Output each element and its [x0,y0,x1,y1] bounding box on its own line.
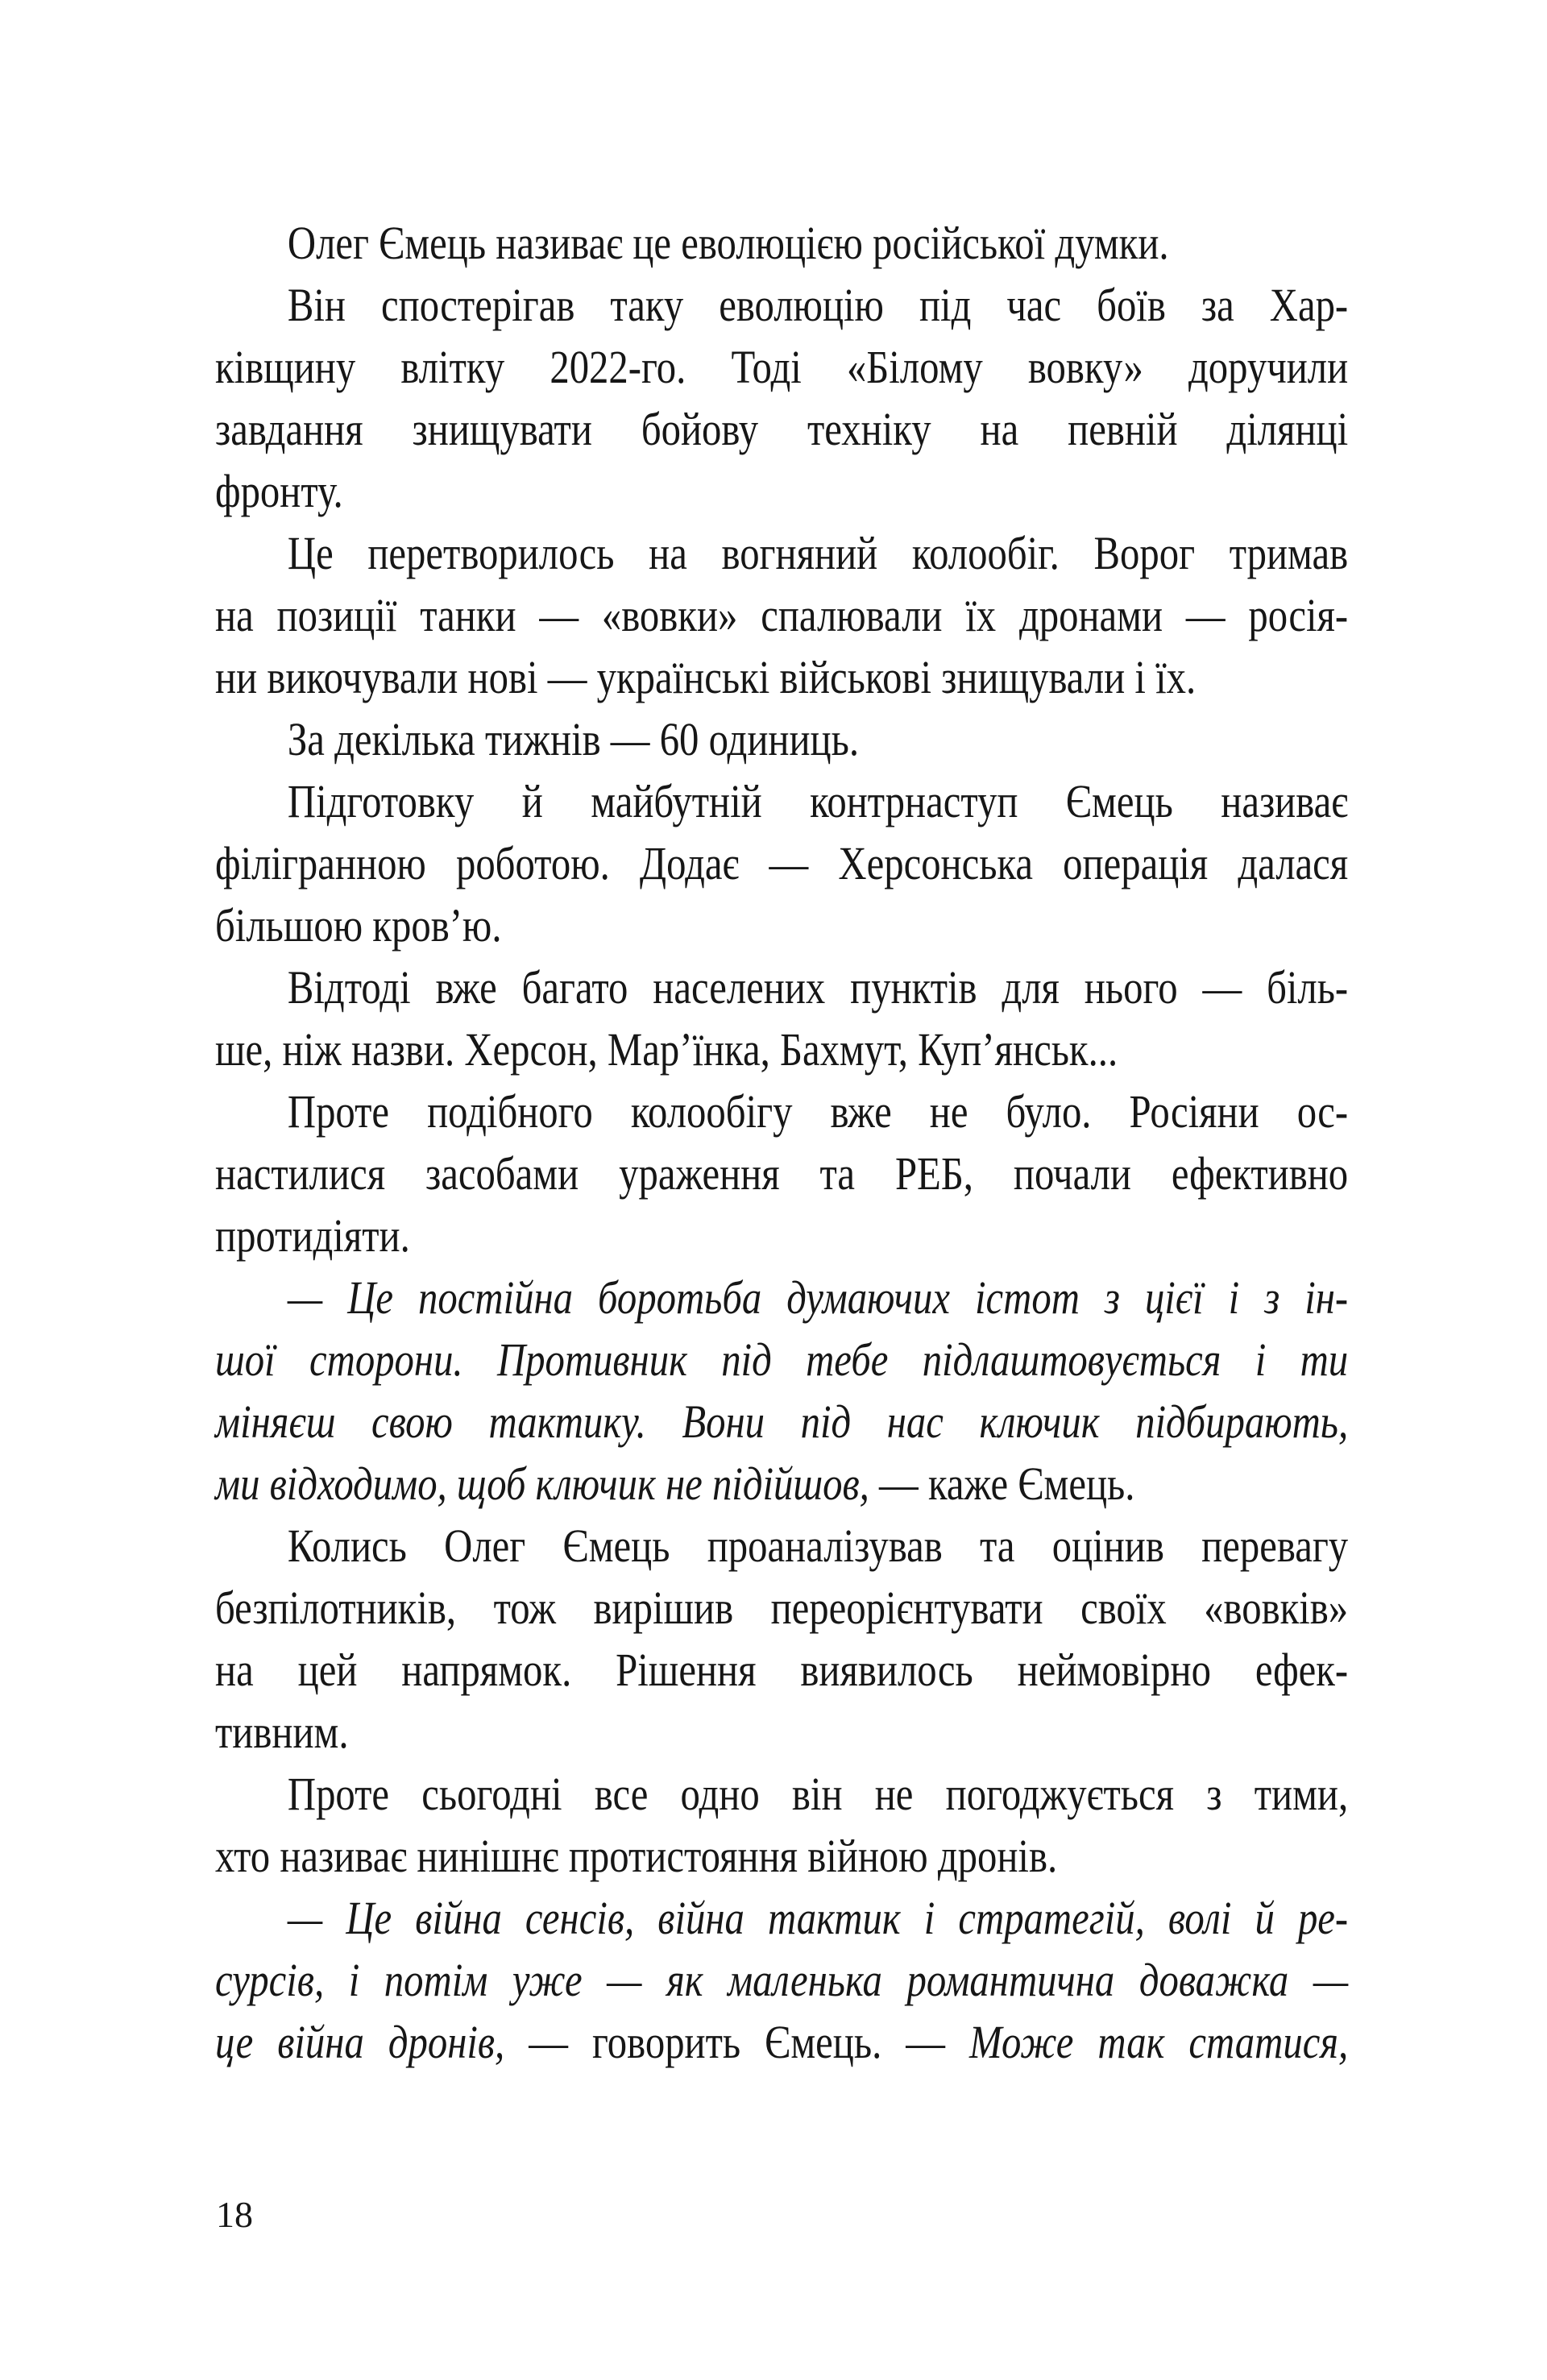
quote-italic-text: ми відходимо, щоб ключик не підійшов, [215,1457,869,1510]
text-line [215,1887,1348,1949]
quote-italic-text: — Це війна сенсів, війна тактик і стратегій, волі й ре- [287,1892,1349,1944]
text-line [215,1825,1348,1887]
text-line [215,1763,1348,1825]
body-text: на цей напрямок. Рішення виявилось неймовірно ефек- [215,1644,1349,1696]
page-number: 18 [216,2194,253,2235]
body-text: Проте подібного колообігу вже не було. Росіяни ос- [287,1085,1349,1138]
body-text: Він спостерігав таку еволюцію під час боїв за Хар- [287,279,1349,331]
text-line [215,708,1348,770]
text-line [215,1205,1348,1267]
body-text: настилися засобами ураження та РЕБ, почали ефективно [215,1147,1349,1200]
body-text: протидіяти. [215,1209,410,1262]
text-line [215,894,1348,956]
text-line [215,1080,1348,1142]
body-text: філігранною роботою. Додає — Херсонська операція далася [215,837,1349,889]
body-text: Колись Олег Ємець проаналізував та оцінив перевагу [287,1520,1349,1572]
text-line [215,832,1348,894]
text-line [215,1949,1348,2011]
text-line [215,460,1348,522]
text-line [215,1267,1348,1329]
body-text: безпілотників, тож вирішив переорієнтувати своїх «вовків» [215,1582,1349,1634]
body-text: фронту. [215,465,343,517]
text-line [215,584,1348,646]
quote-italic-text: сурсів, і потім уже — як маленька романтична доважка — [215,1954,1349,2006]
body-text: завдання знищувати бойову техніку на певній ділянці [215,403,1349,455]
text-line [215,1142,1348,1205]
text-line [215,212,1348,274]
body-text: За декілька тижнів — 60 одиниць. [287,713,860,765]
text-line [215,1577,1348,1639]
quote-italic-text: шої сторони. Противник під тебе підлаштовується і ти [215,1333,1349,1386]
quote-italic-text: міняєш свою тактику. Вони під нас ключик підбирають, [215,1395,1349,1448]
text-line [215,646,1348,708]
page-text [215,212,1348,2073]
text-line [215,1453,1348,1515]
text-line [215,274,1348,336]
body-text: Підготовку й майбутній контрнаступ Ємець називає [287,775,1349,827]
text-line [215,1018,1348,1080]
body-text: Це перетворилось на вогняний колообіг. Ворог тримав [287,527,1349,579]
quote-italic-text: це війна дронів, [215,2016,505,2068]
text-line [215,522,1348,584]
quote-italic-text: Може так статися, [969,2016,1349,2068]
text-line [215,770,1348,832]
body-text: ни викочували нові — українські військові знищували і їх. [215,651,1197,703]
text-line [215,1701,1348,1763]
text-line [215,2011,1348,2073]
text-line [215,1391,1348,1453]
body-text: ківщину влітку 2022-го. Тоді «Білому вовку» доручили [215,341,1349,393]
body-text: хто називає нинішнє протистояння війною дронів. [215,1830,1058,1882]
text-line [215,956,1348,1018]
text-line [215,336,1348,398]
body-text: Олег Ємець називає це еволюцією російської думки. [287,217,1169,269]
body-text: на позиції танки — «вовки» спалювали їх дронами — росія- [215,589,1349,641]
body-text: — каже Ємець. [869,1457,1135,1510]
text-line [215,1329,1348,1391]
body-text: — говорить Ємець. — [504,2016,970,2068]
text-line [215,1515,1348,1577]
body-text: більшою кров’ю. [215,899,502,952]
body-text: Проте сьогодні все одно він не погоджується з тими, [287,1768,1349,1820]
body-text: Відтоді вже багато населених пунктів для нього — біль- [287,961,1349,1014]
text-line [215,398,1348,460]
text-line [215,1639,1348,1701]
quote-italic-text: — Це постійна боротьба думаючих істот з цієї і з ін- [287,1271,1349,1324]
body-text: ше, ніж назви. Херсон, Мар’їнка, Бахмут, Куп’янськ... [215,1023,1118,1076]
body-text: тивним. [215,1706,349,1758]
